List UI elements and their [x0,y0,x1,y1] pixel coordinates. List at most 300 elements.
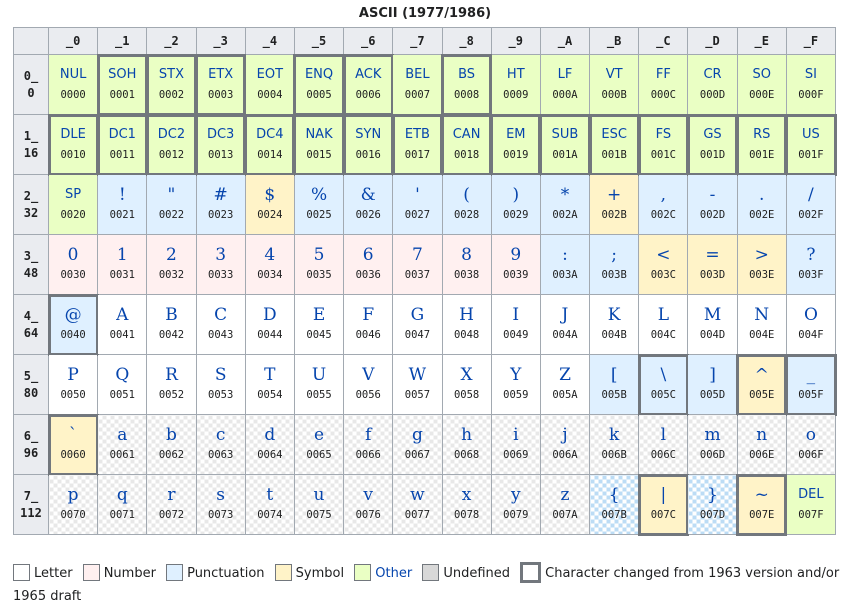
char-cell[interactable] [147,355,196,415]
char-cell[interactable] [344,475,393,535]
char-cell[interactable] [737,475,786,535]
char-code: 003A [552,269,578,281]
char-cell[interactable] [442,55,491,115]
char-glyph[interactable]: CR [703,67,722,82]
char-cell[interactable] [294,115,343,175]
char-cell[interactable] [98,295,147,355]
char-cell[interactable] [49,235,98,295]
char-cell[interactable] [786,355,835,415]
char-glyph[interactable]: ENQ [304,67,334,82]
char-glyph[interactable]: h [461,425,473,445]
char-glyph[interactable]: SP [65,187,82,202]
char-cell[interactable] [98,415,147,475]
char-glyph[interactable]: > [754,245,769,265]
char-glyph[interactable]: O [803,305,818,325]
char-glyph[interactable]: EOT [256,67,284,82]
char-glyph[interactable]: ETB [404,127,430,142]
char-cell[interactable] [737,415,786,475]
char-cell[interactable] [196,475,245,535]
char-glyph[interactable]: R [165,365,178,385]
legend-punctuation-swatch [166,564,183,581]
char-glyph[interactable]: M [703,305,722,325]
char-glyph[interactable]: " [167,185,176,205]
char-cell[interactable] [393,115,442,175]
char-glyph[interactable]: y [510,485,521,505]
char-cell[interactable] [245,415,294,475]
char-cell[interactable] [245,235,294,295]
char-cell[interactable] [196,355,245,415]
char-glyph[interactable]: a [117,425,128,445]
char-cell[interactable] [737,355,786,415]
char-glyph[interactable]: STX [158,67,185,82]
char-glyph[interactable]: 5 [313,245,325,265]
char-glyph[interactable]: D [263,305,277,325]
corner-cell [14,28,49,55]
char-cell[interactable] [590,115,639,175]
char-glyph[interactable]: | [660,485,667,505]
char-cell[interactable] [98,55,147,115]
char-cell[interactable] [98,475,147,535]
char-glyph[interactable]: G [410,305,425,325]
char-cell[interactable] [393,475,442,535]
char-glyph[interactable]: ; [611,245,618,265]
char-cell[interactable] [147,415,196,475]
char-cell[interactable] [245,475,294,535]
char-cell[interactable] [147,115,196,175]
char-cell[interactable] [245,355,294,415]
legend-number-label: Number [103,566,156,581]
char-cell[interactable] [344,55,393,115]
char-glyph[interactable]: { [608,485,620,505]
char-cell[interactable] [147,295,196,355]
char-glyph[interactable]: : [562,245,568,265]
char-glyph[interactable]: ( [463,185,470,205]
char-cell[interactable] [688,235,737,295]
char-glyph[interactable]: E [312,305,326,325]
char-cell[interactable] [491,295,540,355]
char-cell[interactable] [639,55,688,115]
char-glyph[interactable]: _ [806,365,816,385]
char-code: 0032 [158,269,185,281]
char-glyph[interactable]: z [560,485,570,505]
char-cell[interactable] [196,295,245,355]
char-cell[interactable] [639,355,688,415]
char-code: 005B [601,389,627,401]
table-row [14,175,836,235]
char-glyph[interactable]: + [607,185,622,205]
char-glyph[interactable]: ? [806,245,816,265]
char-code: 0000 [60,89,86,101]
char-cell[interactable] [540,415,589,475]
char-glyph[interactable]: W [408,365,427,385]
char-code: 0069 [503,449,529,461]
char-glyph[interactable]: p [67,485,79,505]
char-glyph[interactable]: BEL [405,67,430,82]
char-cell[interactable] [737,235,786,295]
char-glyph[interactable]: ! [118,185,126,205]
char-glyph[interactable]: d [264,425,276,445]
char-cell[interactable] [344,175,393,235]
char-code: 0060 [60,449,86,461]
char-glyph[interactable]: V [362,365,375,385]
char-cell[interactable] [491,235,540,295]
char-glyph[interactable]: SYN [355,127,382,142]
char-cell[interactable] [147,475,196,535]
char-glyph[interactable]: DEL [798,487,824,502]
table-row [14,415,836,475]
char-cell[interactable] [442,175,491,235]
legend-other[interactable] [354,562,412,585]
char-glyph[interactable]: SI [804,67,817,82]
char-cell[interactable] [786,475,835,535]
char-code: 006B [601,449,627,461]
char-cell[interactable] [639,235,688,295]
char-glyph[interactable]: l [660,425,667,445]
char-cell[interactable] [294,295,343,355]
char-glyph[interactable]: HT [506,67,525,82]
char-glyph[interactable]: DC4 [256,127,284,142]
char-cell[interactable] [688,415,737,475]
char-glyph[interactable]: T [264,365,276,385]
char-cell[interactable] [245,115,294,175]
char-glyph[interactable]: f [365,425,372,445]
char-cell[interactable] [344,355,393,415]
char-code: 0034 [257,269,283,281]
char-cell[interactable] [393,415,442,475]
char-code: 0064 [257,449,283,461]
char-glyph[interactable]: 4 [264,245,276,265]
char-cell[interactable] [49,295,98,355]
char-cell[interactable] [491,175,540,235]
char-glyph[interactable]: 1 [116,245,128,265]
char-cell[interactable] [442,415,491,475]
row-header-hex: 1_ [23,128,39,143]
char-glyph[interactable]: b [166,425,177,445]
char-glyph[interactable]: SUB [551,127,579,142]
char-cell[interactable] [786,115,835,175]
char-cell[interactable] [393,55,442,115]
legend-number [83,562,156,585]
char-code: 0047 [404,329,431,341]
char-cell[interactable] [393,355,442,415]
char-glyph[interactable]: q [116,485,128,505]
char-glyph[interactable]: 7 [411,245,423,265]
char-cell[interactable] [786,295,835,355]
char-glyph[interactable]: A [116,305,129,325]
char-code: 0008 [453,89,480,101]
char-cell[interactable] [590,475,639,535]
char-glyph[interactable]: & [360,185,376,205]
char-glyph[interactable]: EM [506,127,526,142]
char-glyph[interactable]: Q [115,365,130,385]
char-glyph[interactable]: LF [557,67,573,82]
char-glyph[interactable]: u [313,485,325,505]
char-glyph[interactable]: GS [703,127,722,142]
char-glyph[interactable]: v [363,485,374,505]
char-cell[interactable] [688,115,737,175]
char-glyph[interactable]: ] [709,365,716,385]
char-glyph[interactable]: X [460,365,473,385]
column-header: _1 [98,28,147,55]
char-cell[interactable] [393,175,442,235]
char-glyph[interactable]: ' [415,185,420,205]
char-glyph[interactable]: i [513,425,519,445]
char-glyph[interactable]: r [167,485,176,505]
row-header [14,475,49,535]
char-glyph[interactable]: P [67,365,79,385]
char-cell[interactable] [590,235,639,295]
char-glyph[interactable]: * [560,185,570,205]
char-cell[interactable] [491,415,540,475]
char-cell[interactable] [147,55,196,115]
char-cell[interactable] [491,355,540,415]
char-cell[interactable] [639,475,688,535]
char-glyph[interactable]: SO [752,67,771,82]
char-cell[interactable] [245,55,294,115]
char-cell[interactable] [540,475,589,535]
char-glyph[interactable]: ESC [601,127,627,142]
char-cell[interactable] [737,295,786,355]
char-glyph[interactable]: ~ [754,485,769,505]
char-glyph[interactable]: t [266,485,274,505]
char-glyph[interactable]: H [459,305,474,325]
char-glyph[interactable]: DC1 [108,127,136,142]
char-glyph[interactable]: k [609,425,620,445]
char-cell[interactable] [540,175,589,235]
table-row [14,115,836,175]
char-cell[interactable] [688,175,737,235]
char-glyph[interactable]: NAK [305,127,333,142]
char-cell[interactable] [442,295,491,355]
char-glyph[interactable]: < [656,245,671,265]
char-cell[interactable] [540,355,589,415]
char-glyph[interactable]: FS [655,127,672,142]
char-glyph[interactable]: = [705,245,720,265]
char-cell[interactable] [147,235,196,295]
char-glyph[interactable]: VT [605,67,623,82]
char-glyph[interactable]: DC2 [157,127,186,142]
char-cell[interactable] [49,55,98,115]
char-code: 0022 [158,209,185,221]
char-glyph[interactable]: } [707,485,718,505]
column-header: _7 [393,28,442,55]
char-glyph[interactable]: U [311,365,327,385]
char-cell[interactable] [540,295,589,355]
char-cell[interactable] [737,55,786,115]
char-cell[interactable] [344,415,393,475]
table-row [14,355,836,415]
char-cell[interactable] [147,175,196,235]
char-glyph[interactable]: US [802,127,820,142]
char-cell[interactable] [540,55,589,115]
char-cell[interactable] [688,295,737,355]
char-glyph[interactable]: N [754,305,770,325]
row-header-hex: 4_ [23,308,39,323]
char-cell[interactable] [294,55,343,115]
char-glyph[interactable]: 3 [215,245,227,265]
char-cell[interactable] [245,175,294,235]
char-glyph[interactable]: n [756,425,768,445]
char-glyph[interactable]: S [214,365,227,385]
char-glyph[interactable]: @ [64,305,82,325]
char-glyph[interactable]: o [805,425,817,445]
char-cell[interactable] [294,235,343,295]
char-glyph[interactable]: DC3 [206,127,235,142]
char-glyph[interactable]: . [759,185,765,205]
char-cell[interactable] [639,115,688,175]
char-code: 0027 [404,209,431,221]
char-cell[interactable] [344,295,393,355]
char-cell[interactable] [98,115,147,175]
char-cell[interactable] [737,175,786,235]
char-glyph[interactable]: F [362,305,375,325]
char-glyph[interactable]: j [562,425,568,445]
char-cell[interactable] [49,115,98,175]
char-glyph[interactable]: / [808,185,814,205]
char-cell[interactable] [639,175,688,235]
char-cell[interactable] [49,355,98,415]
char-glyph[interactable]: , [660,185,667,205]
char-cell[interactable] [540,235,589,295]
char-glyph[interactable]: B [165,305,178,325]
char-cell[interactable] [294,475,343,535]
char-cell[interactable] [540,115,589,175]
char-cell[interactable] [491,115,540,175]
char-cell[interactable] [294,175,343,235]
char-cell[interactable] [590,295,639,355]
char-glyph[interactable]: C [214,305,228,325]
char-cell[interactable] [98,355,147,415]
char-cell[interactable] [688,55,737,115]
char-glyph[interactable]: SOH [108,67,137,82]
char-glyph[interactable]: RS [753,127,771,142]
char-code: 0030 [60,269,86,281]
char-cell[interactable] [393,295,442,355]
char-code: 0055 [306,389,332,401]
column-header: _4 [245,28,294,55]
char-cell[interactable] [196,55,245,115]
char-glyph[interactable]: ACK [355,67,382,82]
char-cell[interactable] [245,295,294,355]
char-glyph[interactable]: BS [458,67,476,82]
char-glyph[interactable]: % [310,185,328,205]
char-glyph[interactable]: e [314,425,325,445]
char-cell[interactable] [344,235,393,295]
char-cell[interactable] [737,115,786,175]
char-glyph[interactable]: 2 [166,245,177,265]
char-glyph[interactable]: c [215,425,226,445]
char-cell[interactable] [442,235,491,295]
char-glyph[interactable]: g [411,425,423,445]
char-cell[interactable] [98,235,147,295]
char-cell[interactable] [688,475,737,535]
column-header: _B [590,28,639,55]
char-glyph[interactable]: 6 [362,245,374,265]
row-header-hex: 3_ [23,248,39,263]
char-cell[interactable] [590,55,639,115]
char-glyph[interactable]: m [704,425,721,445]
char-code: 0033 [208,269,234,281]
char-glyph[interactable]: L [657,305,669,325]
char-glyph[interactable]: x [461,485,472,505]
char-glyph[interactable]: [ [610,365,618,385]
char-cell[interactable] [393,235,442,295]
char-glyph[interactable]: 0 [67,245,79,265]
char-cell[interactable] [491,475,540,535]
char-code: 0044 [257,329,283,341]
char-code: 0056 [355,389,381,401]
char-cell[interactable] [786,55,835,115]
char-glyph[interactable]: K [607,305,621,325]
char-cell[interactable] [294,415,343,475]
char-cell[interactable] [344,115,393,175]
char-cell[interactable] [294,355,343,415]
char-glyph[interactable]: Y [510,365,522,385]
char-glyph[interactable]: FF [655,67,671,82]
char-cell[interactable] [786,235,835,295]
char-cell[interactable] [196,115,245,175]
char-glyph[interactable]: ` [68,425,78,445]
char-cell[interactable] [442,115,491,175]
ascii-table [13,27,836,535]
char-glyph[interactable]: ETX [208,67,234,82]
char-glyph[interactable]: CAN [452,127,481,142]
char-glyph[interactable]: $ [264,185,276,205]
char-cell[interactable] [49,475,98,535]
column-header-row [14,28,836,55]
char-cell[interactable] [688,355,737,415]
char-glyph[interactable]: DLE [60,127,86,142]
char-cell[interactable] [196,235,245,295]
char-cell[interactable] [491,55,540,115]
char-code: 0037 [404,269,431,281]
char-cell[interactable] [786,415,835,475]
char-cell[interactable] [98,175,147,235]
char-glyph[interactable]: 9 [510,245,522,265]
char-cell[interactable] [49,415,98,475]
char-code: 0078 [453,509,480,521]
legend-other-link[interactable]: Other [375,566,413,581]
char-cell[interactable] [196,175,245,235]
char-cell[interactable] [196,415,245,475]
char-cell[interactable] [590,355,639,415]
char-glyph[interactable]: Z [559,365,571,385]
char-cell[interactable] [49,175,98,235]
char-cell[interactable] [590,415,639,475]
char-glyph[interactable]: \ [660,365,667,385]
char-glyph[interactable]: NUL [59,67,87,82]
char-code: 0026 [355,209,381,221]
legend-symbol-label: Symbol [295,566,345,581]
char-cell[interactable] [639,415,688,475]
char-code: 005E [749,389,775,401]
char-cell[interactable] [639,295,688,355]
char-glyph[interactable]: s [216,485,226,505]
char-glyph[interactable]: ) [512,185,520,205]
char-glyph[interactable]: w [410,485,425,505]
char-glyph[interactable]: 8 [461,245,472,265]
char-cell[interactable] [590,175,639,235]
char-glyph[interactable]: I [512,305,520,325]
char-glyph[interactable]: ^ [754,365,769,385]
char-cell[interactable] [442,355,491,415]
char-cell[interactable] [442,475,491,535]
char-glyph[interactable]: - [709,185,716,205]
char-glyph[interactable]: # [213,185,228,205]
char-glyph[interactable]: J [561,305,569,325]
char-cell[interactable] [786,175,835,235]
table-row [14,295,836,355]
